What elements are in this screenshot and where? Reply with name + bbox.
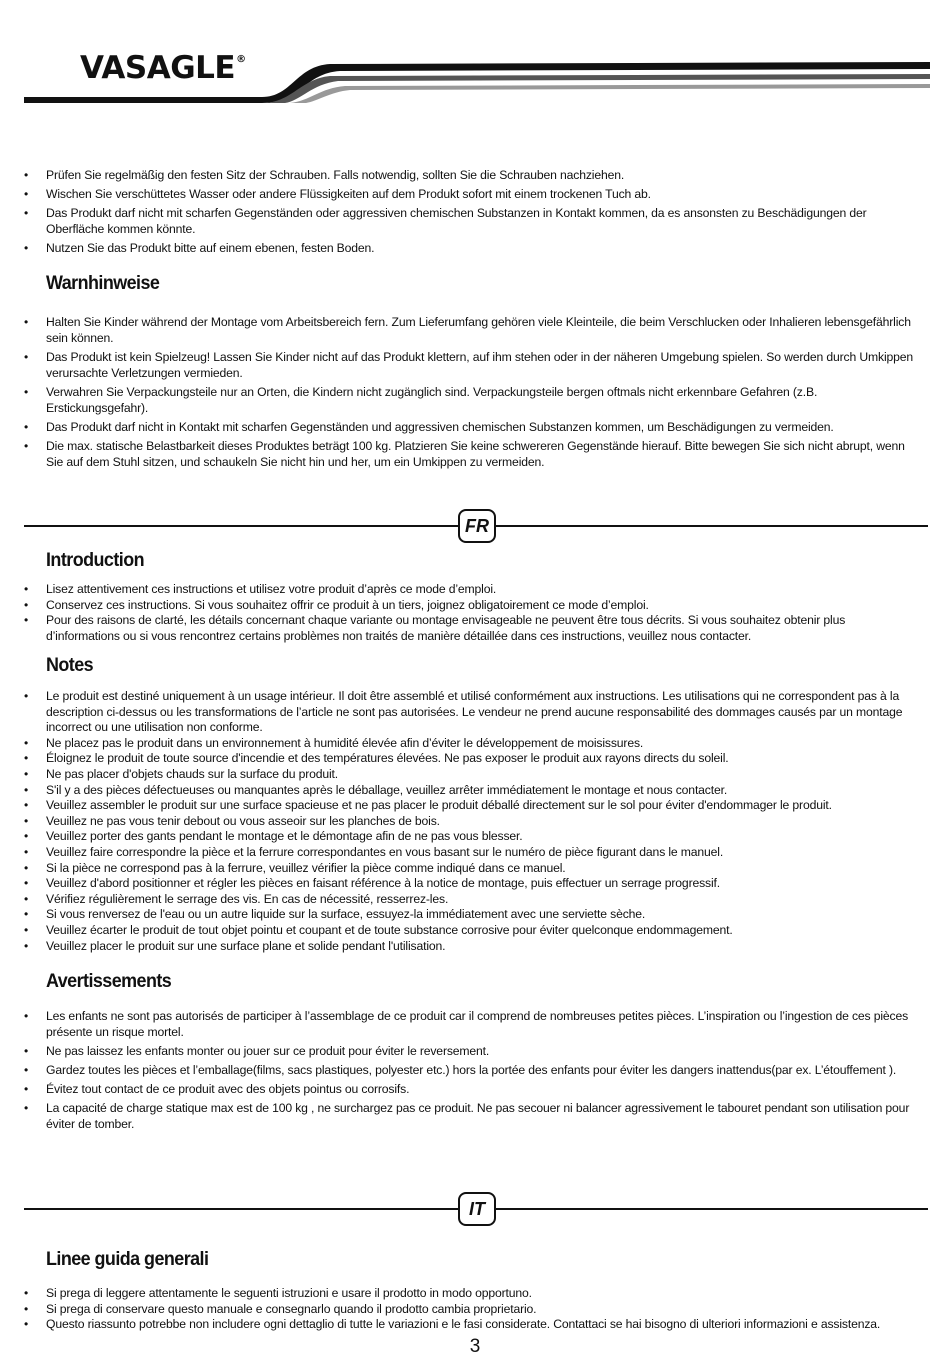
list-item: • Pour des raisons de clarté, les détails concernant chaque variante ou montage envisageable ne peuvent être tous décrits. Si vous souhaitez obtenir plus d’informations ou si vous rencontrez certains problèmes non traités de manière détaillée dans ces instructions, veuillez nous contacter. — [24, 613, 914, 644]
page-header — [0, 0, 950, 110]
fr-language-badge: FR — [458, 509, 496, 543]
it-general-list — [24, 1286, 914, 1333]
list-item: • Veuillez placer le produit sur une surface plane et solide pendant l'utilisation. — [24, 939, 914, 955]
de-warnings-heading: Warnhinweise — [46, 272, 160, 294]
de-warnings-list — [24, 314, 914, 473]
it-language-badge: IT — [458, 1192, 496, 1226]
list-item: • Nutzen Sie das Produkt bitte auf einem ebenen, festen Boden. — [24, 240, 914, 256]
list-item: • Ne placez pas le produit dans un environnement à humidité élevée afin d’éviter le développement de moisissures. — [24, 736, 914, 752]
list-item: • Veuillez assembler le produit sur une surface spacieuse et ne pas placer le produit déballé directement sur le sol pour éviter d'endommager le produit. — [24, 798, 914, 814]
list-item: • Conservez ces instructions. Si vous souhaitez offrir ce produit à un tiers, joignez obligatoirement ce mode d’emploi. — [24, 598, 914, 614]
list-item: • La capacité de charge statique max est de 100 kg , ne surchargez pas ce produit. Ne pas secouer ni balancer agressivement le tabouret pendant son utilisation pour éviter de tomber. — [24, 1100, 914, 1132]
fr-intro-list — [24, 582, 914, 644]
list-item: • Veuillez porter des gants pendant le montage et le démontage afin de ne pas vous blesser. — [24, 829, 914, 845]
list-item: • Veuillez d'abord positionner et régler les pièces en faisant référence à la notice de montage, puis effectuer un serrage progressif. — [24, 876, 914, 892]
it-general-heading: Linee guida generali — [46, 1248, 209, 1270]
list-item: • Questo riassunto potrebbe non includere ogni dettaglio di tutte le variazioni e le fasi considerate. Contattaci se hai bisogno di ulteriori informazioni e assistenza. — [24, 1317, 914, 1333]
list-item: • Ne pas laissez les enfants monter ou jouer sur ce produit pour éviter le reversement. — [24, 1043, 914, 1059]
fr-warnings-list — [24, 1008, 914, 1135]
fr-section-divider — [24, 509, 928, 543]
list-item: • S'il y a des pièces défectueuses ou manquantes après le déballage, veuillez arrêter immédiatement le montage et nous contacter. — [24, 783, 914, 799]
list-item: • Lisez attentivement ces instructions et utilisez votre produit d’après ce mode d’emploi. — [24, 582, 914, 598]
brand-logo — [80, 50, 246, 86]
list-item: • Wischen Sie verschüttetes Wasser oder andere Flüssigkeiten auf dem Produkt sofort mit einem trockenen Tuch ab. — [24, 186, 914, 202]
list-item: • Vérifiez régulièrement le serrage des vis. En cas de nécessité, resserrez-les. — [24, 892, 914, 908]
list-item: • Das Produkt ist kein Spielzeug! Lassen Sie Kinder nicht auf das Produkt klettern, auf ihm stehen oder in der näheren Umgebung spielen. So werden durch Umkippen verursachte Verletzungen vermieden. — [24, 349, 914, 381]
list-item: • Le produit est destiné uniquement à un usage intérieur. Il doit être assemblé et utilisé conformément aux instructions. Les utilisations qui ne correspondent pas à la description ci-dessus ou les transformations de l’article ne sont pas autorisées. Le vendeur ne prend aucune responsabilité des dommages causés par un montage incorrect ou une utilisation non conforme. — [24, 689, 914, 736]
brand-name: VASAGLE — [80, 50, 236, 86]
registered-mark: ® — [236, 54, 246, 65]
list-item: • Ne pas placer d'objets chauds sur la surface du produit. — [24, 767, 914, 783]
list-item: • Veuillez faire correspondre la pièce et la ferrure correspondantes en vous basant sur le numéro de pièce figurant dans le manuel. — [24, 845, 914, 861]
page-number: 3 — [469, 1336, 481, 1357]
list-item: • Si la pièce ne correspond pas à la ferrure, veuillez vérifier la pièce comme indiqué dans ce manuel. — [24, 861, 914, 877]
list-item: • Si prega di conservare questo manuale e consegnarlo quando il prodotto cambia proprietario. — [24, 1302, 914, 1318]
fr-warnings-heading: Avertissements — [46, 970, 172, 992]
list-item: • Veuillez écarter le produit de tout objet pointu et coupant et de toute substance corrosive pour éviter quelconque endommagement. — [24, 923, 914, 939]
fr-notes-list — [24, 689, 914, 954]
list-item: • Prüfen Sie regelmäßig den festen Sitz der Schrauben. Falls notwendig, sollten Sie die Schrauben nachziehen. — [24, 167, 914, 183]
de-care-list — [24, 167, 914, 259]
list-item: • Si prega di leggere attentamente le seguenti istruzioni e usare il prodotto in modo opportuno. — [24, 1286, 914, 1302]
list-item: • Évitez tout contact de ce produit avec des objets pointus ou corrosifs. — [24, 1081, 914, 1097]
list-item: • Éloignez le produit de toute source d'incendie et des températures élevées. Ne pas exposer le produit aux rayons directs du soleil. — [24, 751, 914, 767]
list-item: • Si vous renversez de l'eau ou un autre liquide sur la surface, essuyez-la immédiatement avec une serviette sèche. — [24, 907, 914, 923]
list-item: • Halten Sie Kinder während der Montage vom Arbeitsbereich fern. Zum Lieferumfang gehören viele Kleinteile, die beim Verschlucken oder Inhalieren lebensgefährlich sein können. — [24, 314, 914, 346]
list-item: • Die max. statische Belastbarkeit dieses Produktes beträgt 100 kg. Platzieren Sie keine schwereren Gegenstände hierauf. Bitte bewegen Sie sich nicht abrupt, wenn Sie auf dem Stuhl sitzen, und schaukeln Sie nicht hin und her, um ein Umkippen zu vermeiden. — [24, 438, 914, 470]
it-section-divider — [24, 1192, 928, 1226]
fr-intro-heading: Introduction — [46, 549, 145, 571]
list-item: • Verwahren Sie Verpackungsteile nur an Orten, die Kindern nicht zugänglich sind. Verpackungsteile bergen oftmals nicht erkennbare Gefahren (z.B. Erstickungsgefahr). — [24, 384, 914, 416]
list-item: • Das Produkt darf nicht in Kontakt mit scharfen Gegenständen und aggressiven chemischen Substanzen kommen, um Beschädigungen zu vermeiden. — [24, 419, 914, 435]
list-item: • Veuillez ne pas vous tenir debout ou vous asseoir sur les planches de bois. — [24, 814, 914, 830]
list-item: • Gardez toutes les pièces et l’emballage(films, sacs plastiques, polyester etc.) hors la portée des enfants pour éviter les dangers inattendus(par ex. L’étouffement ). — [24, 1062, 914, 1078]
list-item: • Les enfants ne sont pas autorisés de participer à l’assemblage de ce produit car il comprend de nombreuses petites pièces. L’inspiration ou l’ingestion de ces pièces présente un risque mortel. — [24, 1008, 914, 1040]
list-item: • Das Produkt darf nicht mit scharfen Gegenständen oder aggressiven chemischen Substanzen in Kontakt kommen, da es ansonsten zu Beschädigungen der Oberfläche kommen könnte. — [24, 205, 914, 237]
fr-notes-heading: Notes — [46, 654, 94, 676]
